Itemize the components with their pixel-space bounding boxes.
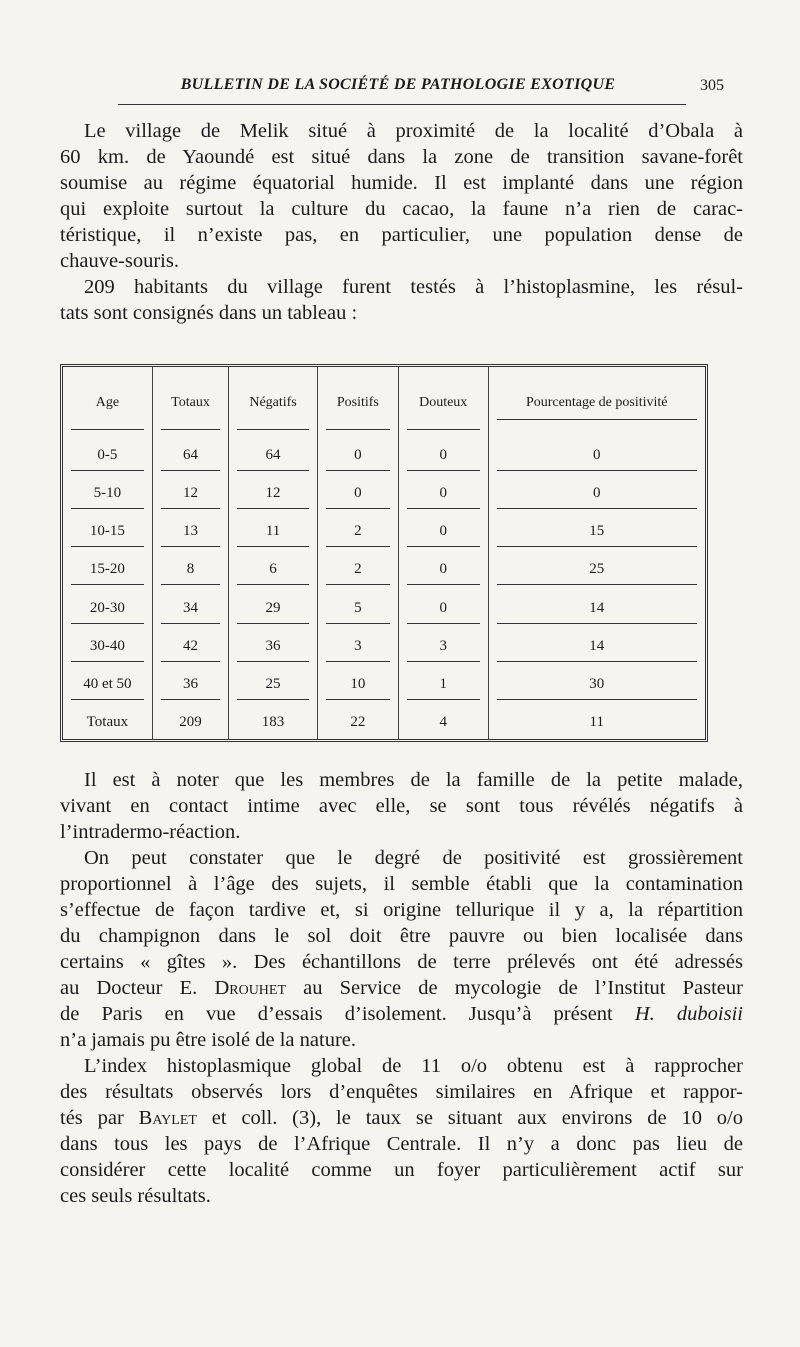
cell-value: 64: [161, 437, 221, 471]
column-header-label: Totaux: [161, 372, 221, 430]
author-name: Drouhet: [214, 977, 287, 999]
table-cell: [153, 473, 230, 511]
cell-value: 15: [497, 513, 698, 547]
table-cell: [229, 664, 318, 702]
cell-value: 20-30: [71, 590, 144, 624]
text-line: 60 km. de Yaoundé est situé dans la zone de transition savane-forêt: [60, 146, 743, 168]
cell-value: 14: [497, 590, 698, 624]
table-cell: [229, 626, 318, 664]
cell-value: 13: [161, 513, 221, 547]
table-cell: [318, 549, 399, 587]
table-cell: [229, 588, 318, 626]
column-header-label: Douteux: [407, 372, 480, 430]
table-cell: [63, 549, 153, 587]
column-header-label: Age: [71, 372, 144, 430]
cell-value: 0: [407, 437, 480, 471]
table-cell: [153, 435, 230, 473]
cell-value: 34: [161, 590, 221, 624]
table-row: [63, 511, 705, 549]
cell-value: 30: [497, 666, 698, 700]
table-cell: [229, 702, 318, 739]
table-cell: [63, 511, 153, 549]
running-header: BULLETIN DE LA SOCIÉTÉ DE PATHOLOGIE EXOTIQUE: [180, 76, 616, 93]
results-table: [60, 364, 708, 742]
column-header: [318, 367, 399, 435]
table-cell: [399, 702, 489, 739]
paragraph: [60, 274, 743, 326]
paragraph: [60, 118, 743, 274]
text-line: proportionnel à l’âge des sujets, il semble établi que la contamination: [60, 873, 743, 895]
text-line: tats sont consignés dans un tableau :: [60, 302, 358, 324]
text-line: considérer cette localité comme un foyer particulièrement actif sur: [60, 1159, 743, 1181]
table-cell: [489, 549, 706, 587]
text-block-top: [60, 118, 743, 326]
table-cell: [318, 702, 399, 739]
cell-value: 183: [261, 713, 285, 730]
table-cell: [63, 473, 153, 511]
table-cell: [153, 588, 230, 626]
table-cell: [318, 511, 399, 549]
text-line: Le village de Melik situé à proximité de la localité d’Obala à: [84, 120, 743, 142]
cell-value: 6: [237, 551, 309, 585]
cell-value: 14: [497, 628, 698, 662]
table-cell: [63, 664, 153, 702]
table-row: [63, 435, 705, 473]
cell-value: 3: [407, 628, 480, 662]
page-number: 305: [700, 77, 724, 94]
text-segment: tés par: [60, 1107, 139, 1129]
cell-value: 36: [237, 628, 309, 662]
cell-value: 2: [326, 513, 390, 547]
cell-value: 42: [161, 628, 221, 662]
cell-value: Totaux: [86, 713, 129, 730]
cell-value: 0: [497, 437, 698, 471]
table-cell: [399, 664, 489, 702]
table-cell: [489, 588, 706, 626]
table-row: [63, 473, 705, 511]
cell-value: 64: [237, 437, 309, 471]
table-cell: [489, 435, 706, 473]
table-cell: [489, 511, 706, 549]
cell-value: 5: [326, 590, 390, 624]
text-line: chauve-souris.: [60, 250, 179, 272]
text-line: [60, 1001, 743, 1027]
table-cell: [63, 588, 153, 626]
cell-value: 4: [439, 713, 447, 730]
cell-value: 15-20: [71, 551, 144, 585]
cell-value: 29: [237, 590, 309, 624]
cell-value: 11: [237, 513, 309, 547]
text-line: des résultats observés lors d’enquêtes similaires en Afrique et rappor-: [60, 1081, 743, 1103]
text-line: [60, 1105, 743, 1131]
header-rule: [118, 104, 686, 105]
column-header-label: Pourcentage de positivité: [497, 382, 698, 420]
text-block-bottom: [60, 767, 743, 1209]
table-header-row: [63, 367, 705, 435]
table-cell: [489, 626, 706, 664]
cell-value: 11: [589, 713, 604, 730]
cell-value: 0: [407, 513, 480, 547]
cell-value: 25: [497, 551, 698, 585]
cell-value: 2: [326, 551, 390, 585]
table-cell: [153, 511, 230, 549]
cell-value: 1: [407, 666, 480, 700]
table-cell: [229, 549, 318, 587]
table-cell: [489, 702, 706, 739]
text-segment: et coll. (3), le taux se situant aux environs de 10 o/o: [196, 1107, 743, 1129]
cell-value: 25: [237, 666, 309, 700]
table-cell: [318, 664, 399, 702]
species-name: H. duboisii: [634, 1003, 743, 1025]
table-cell: [318, 588, 399, 626]
text-line: Il est à noter que les membres de la famille de la petite malade,: [84, 769, 743, 791]
table-cell: [318, 435, 399, 473]
text-line: soumise au régime équatorial humide. Il est implanté dans une région: [60, 172, 743, 194]
table-cell: [399, 511, 489, 549]
table-cell: [153, 702, 230, 739]
text-line: 209 habitants du village furent testés à l’histoplasmine, les résul-: [84, 276, 743, 298]
cell-value: 0: [326, 475, 390, 509]
cell-value: 8: [161, 551, 221, 585]
table-cell: [63, 702, 153, 739]
cell-value: 0-5: [71, 437, 144, 471]
cell-value: 209: [179, 713, 202, 730]
table-cell: [153, 549, 230, 587]
text-line: vivant en contact intime avec elle, se sont tous révélés négatifs à: [60, 795, 743, 817]
cell-value: 10-15: [71, 513, 144, 547]
paragraph: [60, 1053, 743, 1209]
cell-value: 40 et 50: [71, 666, 144, 700]
table-cell: [153, 626, 230, 664]
text-line: [60, 975, 743, 1001]
column-header: [63, 367, 153, 435]
column-header-label: Positifs: [326, 372, 390, 430]
cell-value: 22: [350, 713, 366, 730]
paragraph: [60, 767, 743, 845]
table-cell: [153, 664, 230, 702]
table-row: [63, 588, 705, 626]
text-line: s’effectue de façon tardive et, si origine tellurique il y a, la répartition: [60, 899, 743, 921]
table-cell: [318, 626, 399, 664]
table-cell: [399, 626, 489, 664]
column-header: [489, 367, 706, 435]
table-cell: [229, 511, 318, 549]
cell-value: 0: [407, 590, 480, 624]
column-header-label: Négatifs: [237, 372, 309, 430]
totals-row: [63, 702, 705, 739]
author-name: Baylet: [138, 1107, 197, 1129]
cell-value: 5-10: [71, 475, 144, 509]
table-cell: [399, 588, 489, 626]
table-cell: [229, 435, 318, 473]
cell-value: 0: [326, 437, 390, 471]
cell-value: 3: [326, 628, 390, 662]
column-header: [153, 367, 230, 435]
text-line: du champignon dans le sol doit être pauvre ou bien localisée dans: [60, 925, 743, 947]
cell-value: 12: [237, 475, 309, 509]
text-line: dans tous les pays de l’Afrique Centrale. Il n’y a donc pas lieu de: [60, 1133, 743, 1155]
cell-value: 36: [161, 666, 221, 700]
paragraph: [60, 845, 743, 1053]
table-cell: [63, 435, 153, 473]
table-cell: [63, 626, 153, 664]
table-cell: [489, 473, 706, 511]
text-line: certains « gîtes ». Des échantillons de terre prélevés ont été adressés: [60, 951, 743, 973]
table-cell: [318, 473, 399, 511]
table-cell: [489, 664, 706, 702]
table-cell: [399, 435, 489, 473]
table-row: [63, 626, 705, 664]
cell-value: 0: [407, 551, 480, 585]
text-line: L’index histoplasmique global de 11 o/o obtenu est à rapprocher: [84, 1055, 743, 1077]
text-segment: de Paris en vue d’essais d’isolement. Jusqu’à présent: [60, 1003, 635, 1025]
text-line: On peut constater que le degré de positivité est grossièrement: [84, 847, 743, 869]
table-row: [63, 664, 705, 702]
text-line: ces seuls résultats.: [60, 1185, 211, 1207]
cell-value: 30-40: [71, 628, 144, 662]
table-cell: [229, 473, 318, 511]
cell-value: 12: [161, 475, 221, 509]
text-line: n’a jamais pu être isolé de la nature.: [60, 1029, 356, 1051]
column-header: [229, 367, 318, 435]
cell-value: 10: [326, 666, 390, 700]
text-segment: au Service de mycologie de l’Institut Pasteur: [286, 977, 743, 999]
cell-value: 0: [497, 475, 698, 509]
table-cell: [399, 473, 489, 511]
text-line: qui exploite surtout la culture du cacao, la faune n’a rien de carac-: [60, 198, 743, 220]
text-line: téristique, il n’existe pas, en particulier, une population dense de: [60, 224, 743, 246]
cell-value: 0: [407, 475, 480, 509]
column-header: [399, 367, 489, 435]
table-row: [63, 549, 705, 587]
text-segment: au Docteur E.: [60, 977, 215, 999]
text-line: l’intradermo-réaction.: [60, 821, 241, 843]
table-cell: [399, 549, 489, 587]
